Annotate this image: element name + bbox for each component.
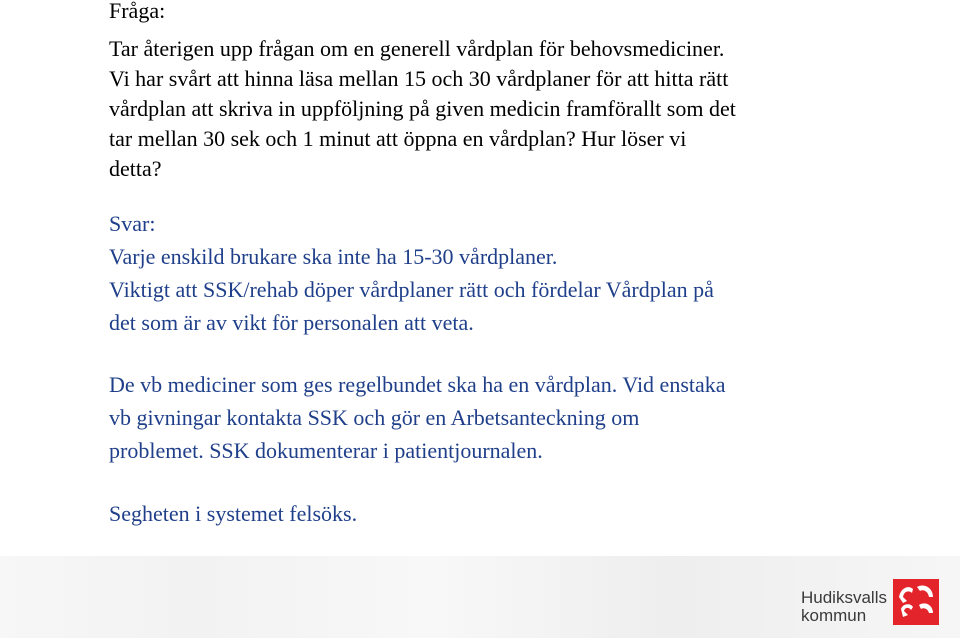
answer-line: vb givningar kontakta SSK och gör en Arbetsanteckning om [109, 405, 640, 430]
question-line: Vi har svårt att hinna läsa mellan 15 och 30 vårdplaner för att hitta rätt [109, 66, 729, 91]
question-line: tar mellan 30 sek och 1 minut att öppna en vårdplan? Hur löser vi [109, 126, 687, 151]
answer-line: Segheten i systemet felsöks. [109, 501, 358, 526]
question-heading: Fråga: [109, 0, 166, 23]
answer-line: det som är av vikt för personalen att veta. [109, 310, 474, 335]
answer-line: problemet. SSK dokumenterar i patientjournalen. [109, 438, 543, 463]
answer-line: De vb mediciner som ges regelbundet ska ha en vårdplan. Vid enstaka [109, 372, 726, 397]
hudiksvall-crest-icon [893, 579, 939, 625]
logo-line-2: kommun [801, 606, 867, 625]
question-line: vårdplan att skriva in uppföljning på given medicin framförallt som det [109, 96, 736, 121]
question-line: Tar återigen upp frågan om en generell vårdplan för behovsmediciner. [109, 36, 725, 61]
logo-line-1: Hudiksvalls [801, 588, 887, 607]
answer-heading: Svar: [109, 211, 156, 236]
question-line: detta? [109, 156, 162, 181]
answer-line: Viktigt att SSK/rehab döper vårdplaner rätt och fördelar Vårdplan på [109, 277, 714, 302]
question-text [109, 34, 849, 184]
answer-line: Varje enskild brukare ska inte ha 15-30 vårdplaner. [109, 244, 558, 269]
logo-wordmark [801, 589, 887, 625]
